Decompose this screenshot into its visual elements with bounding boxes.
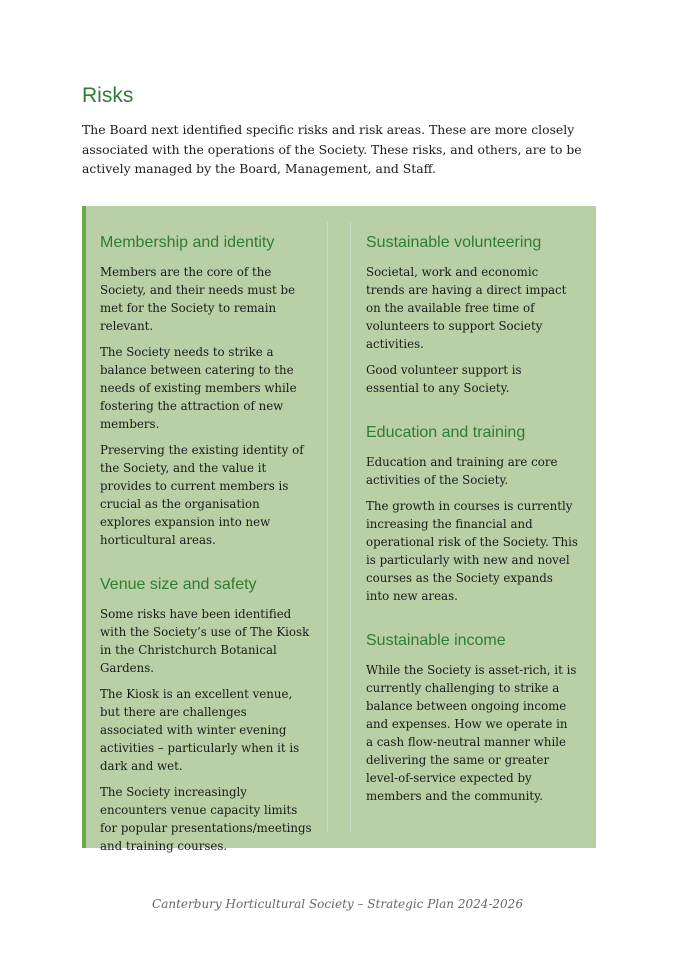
section-heading: Sustainable income [366,632,506,649]
left-column [100,233,312,881]
section-paragraph: Societal, work and economic trends are having a direct impact on the available free time of volunteers to support Society activities. [366,265,567,351]
right-column [366,233,578,831]
section-heading: Membership and identity [100,234,275,251]
section-membership-identity [100,233,312,549]
section-paragraph: The Society needs to strike a balance between catering to the needs of existing members while fostering the attraction of new members. [100,345,297,431]
section-paragraph: The Kiosk is an excellent venue, but there are challenges associated with winter evening activities – particularly when it is dark and wet. [100,687,300,773]
section-paragraph: Good volunteer support is essential to any Society. [366,363,522,395]
section-heading: Venue size and safety [100,576,257,593]
page-footer: Canterbury Horticultural Society – Strategic Plan 2024-2026 [152,897,523,911]
section-sustainable-volunteering [366,233,578,397]
section-paragraph: The Society increasingly encounters venue capacity limits for popular presentations/meetings and training courses. [100,785,312,853]
section-paragraph: Education and training are core activities of the Society. [366,455,558,487]
risks-panel [82,206,596,853]
column-divider [327,222,351,832]
page-title: Risks [82,84,134,107]
section-paragraph: Some risks have been identified with the Society’s use of The Kiosk in the Christchurch Botanical Gardens. [100,607,310,675]
intro-paragraph: The Board next identified specific risks and risk areas. These are more closely associated with the operations of the Society. These risks, and others, are to be actively managed by the Board, Management, and Staff. [82,122,582,176]
section-education-training [366,423,578,605]
section-heading: Education and training [366,424,526,441]
section-venue-size-safety [100,575,312,855]
section-sustainable-income [366,631,578,805]
section-paragraph: The growth in courses is currently increasing the financial and operational risk of the Society. This is particularly with new and novel courses as the Society expands into new areas. [366,499,578,603]
section-paragraph: While the Society is asset-rich, it is currently challenging to strike a balance between ongoing income and expenses. How we operate in a cash flow-neutral manner while delivering the same or greater level-of-service expected by members and the community. [366,663,577,803]
section-heading: Sustainable volunteering [366,234,542,251]
section-paragraph: Members are the core of the Society, and their needs must be met for the Society to remain relevant. [100,265,296,333]
section-paragraph: Preserving the existing identity of the Society, and the value it provides to current members is crucial as the organisation explores expansion into new horticultural areas. [100,443,304,547]
